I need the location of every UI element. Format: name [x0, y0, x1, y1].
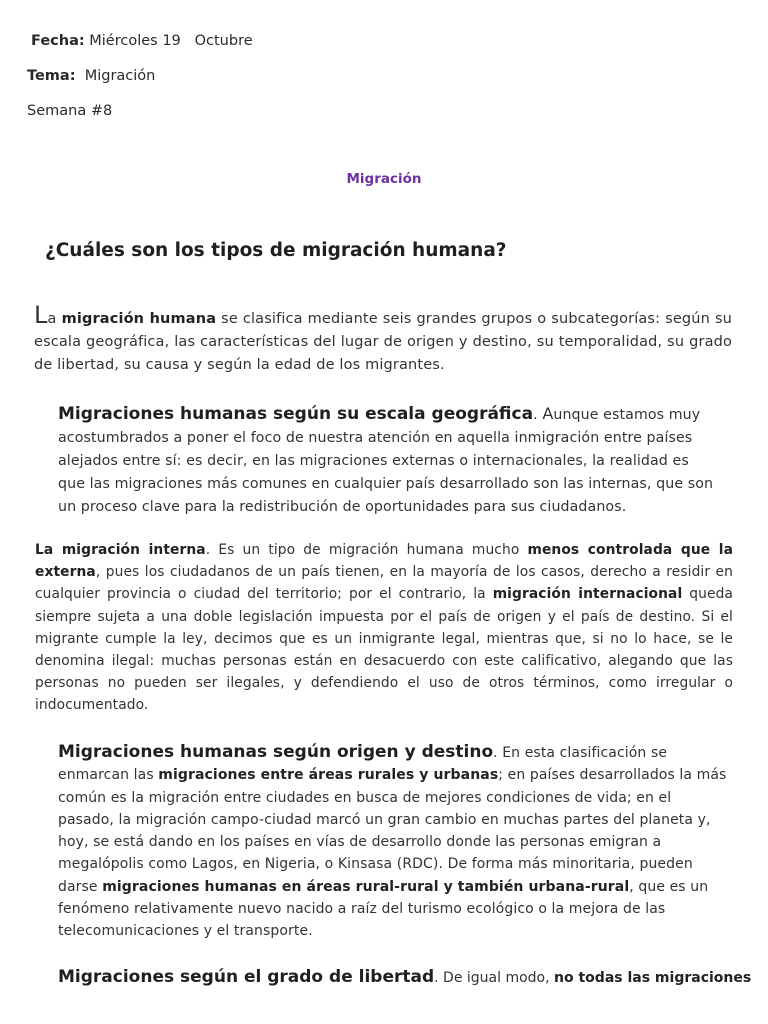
- dropcap: L: [34, 301, 48, 329]
- text-span: , que es un fenómeno relativamente nuevo nacido a raíz del turismo ecológico o la mejora de las telecomunicaciones y el transporte.: [58, 878, 709, 940]
- geographic-scale-paragraph: [58, 402, 718, 519]
- date-label: Fecha:: [31, 33, 85, 49]
- topic-line: [27, 68, 155, 84]
- section-heading: ¿Cuáles son los tipos de migración humana?: [45, 240, 507, 261]
- text-span: a: [47, 311, 62, 327]
- text-span: .: [533, 407, 543, 423]
- bold-term: no todas las migraciones: [554, 970, 752, 986]
- freedom-degree-paragraph: [58, 966, 752, 989]
- paragraph-lead: Migraciones humanas según origen y destino: [58, 742, 494, 762]
- week-line: Semana #8: [27, 103, 113, 119]
- date-line: [31, 33, 253, 49]
- text-span: . En esta clasificación se enmarcan las: [58, 745, 668, 784]
- bold-term: migraciones humanas en áreas rural-rural y también urbana-rural: [102, 878, 630, 895]
- text-span: , pues los ciudadanos de un país tienen, en la mayoría de los casos, derecho a residir en cualquier provincia o ciudad del territorio; por el contrario, la: [35, 564, 733, 603]
- bold-term: migración internacional: [492, 586, 683, 603]
- text-span: se clasifica mediante seis grandes grupos o subcategorías: según su escala geográfica, las características del lugar de origen y destino, su temporalidad, su grado de libertad, su causa y según la edad de los migrantes.: [34, 311, 732, 373]
- origin-destination-paragraph: [58, 741, 730, 943]
- document-title: Migración: [346, 171, 422, 187]
- intro-paragraph: [34, 301, 732, 377]
- text-span: unque estamos muy acostumbrados a poner el foco de nuestra atención en aquella inmigración entre países alejados entre sí: es decir, en las migraciones externas o internacionales, la realidad es que las migraciones más comunes en cualquier país desarrollado son las internas, que son un proceso clave para la redistribución de oportunidades para sus ciudadanos.: [58, 407, 714, 515]
- text-span: ; en países desarrollados la más común es la migración entre ciudades en busca de mejores condiciones de vida; en el pasado, la migración campo-ciudad marcó un gran cambio en muchas partes del planeta y, hoy, se está dando en los países en vías de desarrollo donde las personas emigran a megalópolis como Lagos, en Nigeria, o Kinsasa (RDC). De forma más minoritaria, pueden darse: [58, 767, 727, 895]
- bold-term: menos controlada que la externa: [35, 542, 733, 581]
- date-value: Miércoles 19 Octubre: [89, 33, 253, 49]
- text-span: . De igual modo,: [434, 970, 555, 986]
- bold-term: La migración interna: [35, 542, 206, 558]
- internal-migration-paragraph: [35, 539, 733, 717]
- bold-term: migración humana: [61, 311, 217, 327]
- dropcap: A: [542, 404, 554, 423]
- text-span: queda siempre sujeta a una doble legislación impuesta por el país de origen y el país de destino. Si el migrante cumple la ley, decimos que es un inmigrante legal, mientras que, si no lo hace, se le denomina ilegal: muchas personas están en desacuerdo con este calificativo, alegando que las personas no pueden ser ilegales, y defendiendo el uso de otros términos, como irregular o indocumentado.: [35, 586, 733, 714]
- bold-term: migraciones entre áreas rurales y urbanas: [158, 767, 499, 784]
- text-span: . Es un tipo de migración humana mucho: [205, 542, 528, 558]
- topic-label: Tema:: [27, 68, 76, 84]
- paragraph-lead: Migraciones humanas según su escala geográfica: [58, 404, 534, 424]
- topic-value: Migración: [84, 68, 156, 84]
- paragraph-lead: Migraciones según el grado de libertad: [58, 967, 435, 987]
